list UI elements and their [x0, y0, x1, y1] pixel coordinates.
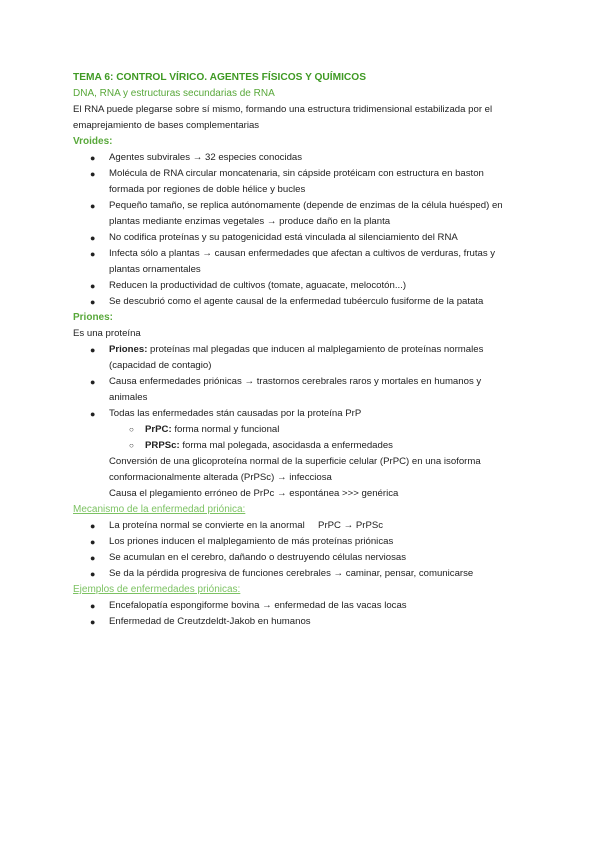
bullet-icon: ●: [90, 569, 96, 579]
bullet-icon: ●: [90, 617, 96, 627]
section-heading-dna-rna: DNA, RNA y estructuras secundarias de RNA: [73, 88, 275, 99]
list-item: ● Causa enfermedades priónicas → trastornos cerebrales raros y mortales en humanos y animales: [90, 376, 482, 403]
list-item: ● Enfermedad de Creutzdeldt-Jakob en humanos: [73, 614, 533, 630]
bullet-icon: ●: [90, 409, 96, 419]
document-title: TEMA 6: CONTROL VÍRICO. AGENTES FÍSICOS Y QUÍMICOS: [73, 72, 367, 83]
bullet-icon: ●: [90, 281, 96, 291]
sub-bullet-icon: ○: [129, 441, 134, 450]
list-item: ● Encefalopatía espongiforme bovina → enfermedad de las vacas locas: [73, 598, 533, 614]
bullet-icon: ●: [90, 153, 96, 163]
list-item: ● La proteína normal se convierte en la anormal PrPC → PrPSc: [73, 518, 533, 534]
list-item: ● Se descubrió como el agente causal de la enfermedad tubéerculo fusiforme de la patata: [73, 294, 533, 310]
sub-list-item: ○ PrPC: forma normal y funcional: [73, 422, 533, 438]
section-heading-mecanismo: Mecanismo de la enfermedad priónica:: [73, 504, 246, 515]
bullet-icon: ●: [90, 537, 96, 547]
bullet-icon: ●: [90, 297, 96, 307]
bullet-icon: ●: [90, 201, 96, 211]
list-item: ● No codifica proteínas y su patogenicidad está vinculada al silenciamiento del RNA: [73, 230, 533, 246]
section-heading-priones: Priones:: [73, 312, 114, 323]
prion-conversion-paragraph: Conversión de una glicoproteína normal de la superficie celular (PrPC) en una isoforma conformacionalmente alterada (PrPSc) → infecciosa Causa el plegamiento erróneo de PrPc → espontánea >>> genérica: [109, 456, 481, 499]
bullet-icon: ●: [90, 377, 96, 387]
list-item: ● Se da la pérdida progresiva de funciones cerebrales → caminar, pensar, comunicarse: [73, 566, 533, 582]
section-heading-ejemplos: Ejemplos de enfermedades priónicas:: [73, 584, 241, 595]
bullet-icon: ●: [90, 521, 96, 531]
list-item: ● Priones: proteínas mal plegadas que inducen al malplegamiento de proteínas normales (capacidad de contagio): [90, 344, 484, 371]
sub-list-item: ○ PRPSc: forma mal polegada, asocidasda a enfermedades: [73, 438, 533, 454]
bullet-icon: ●: [90, 553, 96, 563]
list-item: ● Reducen la productividad de cultivos (tomate, aguacate, melocotón...): [73, 278, 533, 294]
bullet-icon: ●: [90, 233, 96, 243]
bullet-icon: ●: [90, 601, 96, 611]
list-item: ● Todas las enfermedades stán causadas por la proteína PrP: [73, 406, 533, 422]
bullet-icon: ●: [90, 345, 96, 355]
viroides-list: [73, 150, 533, 310]
list-item: ● Molécula de RNA circular moncatenaria, sin cápside protéicam con estructura en baston formada por regiones de doble hélice y bucles: [90, 168, 484, 195]
ejemplos-list: [73, 598, 533, 630]
list-item: ● Infecta sólo a plantas → causan enfermedades que afectan a cultivos de verduras, frutas y plantas ornamentales: [90, 248, 496, 275]
list-item: ● Agentes subvirales → 32 especies conocidas: [73, 150, 533, 166]
list-item: ● Se acumulan en el cerebro, dañando o destruyendo células nerviosas: [73, 550, 533, 566]
rna-paragraph-line-1: El RNA puede plegarse sobre sí mismo, formando una estructura tridimensional estabilizada por el: [73, 104, 493, 115]
section-heading-viroides: Vroides:: [73, 136, 113, 147]
mecanismo-list: [73, 518, 533, 582]
priones-list: [73, 342, 533, 454]
priones-intro: Es una proteína: [73, 328, 141, 339]
bullet-icon: ●: [90, 249, 96, 259]
bullet-icon: ●: [90, 169, 96, 179]
list-item: ● Los priones inducen el malplegamiento de más proteínas priónicas: [73, 534, 533, 550]
sub-bullet-icon: ○: [129, 425, 134, 434]
rna-paragraph-line-2: emaprejamiento de bases complementarias: [73, 120, 260, 131]
document-page: [73, 70, 533, 630]
list-item: ● Pequeño tamaño, se replica autónomamente (depende de enzimas de la célula huésped) en plantas mediante enzimas vegetales → produce daño en la planta: [90, 200, 503, 227]
